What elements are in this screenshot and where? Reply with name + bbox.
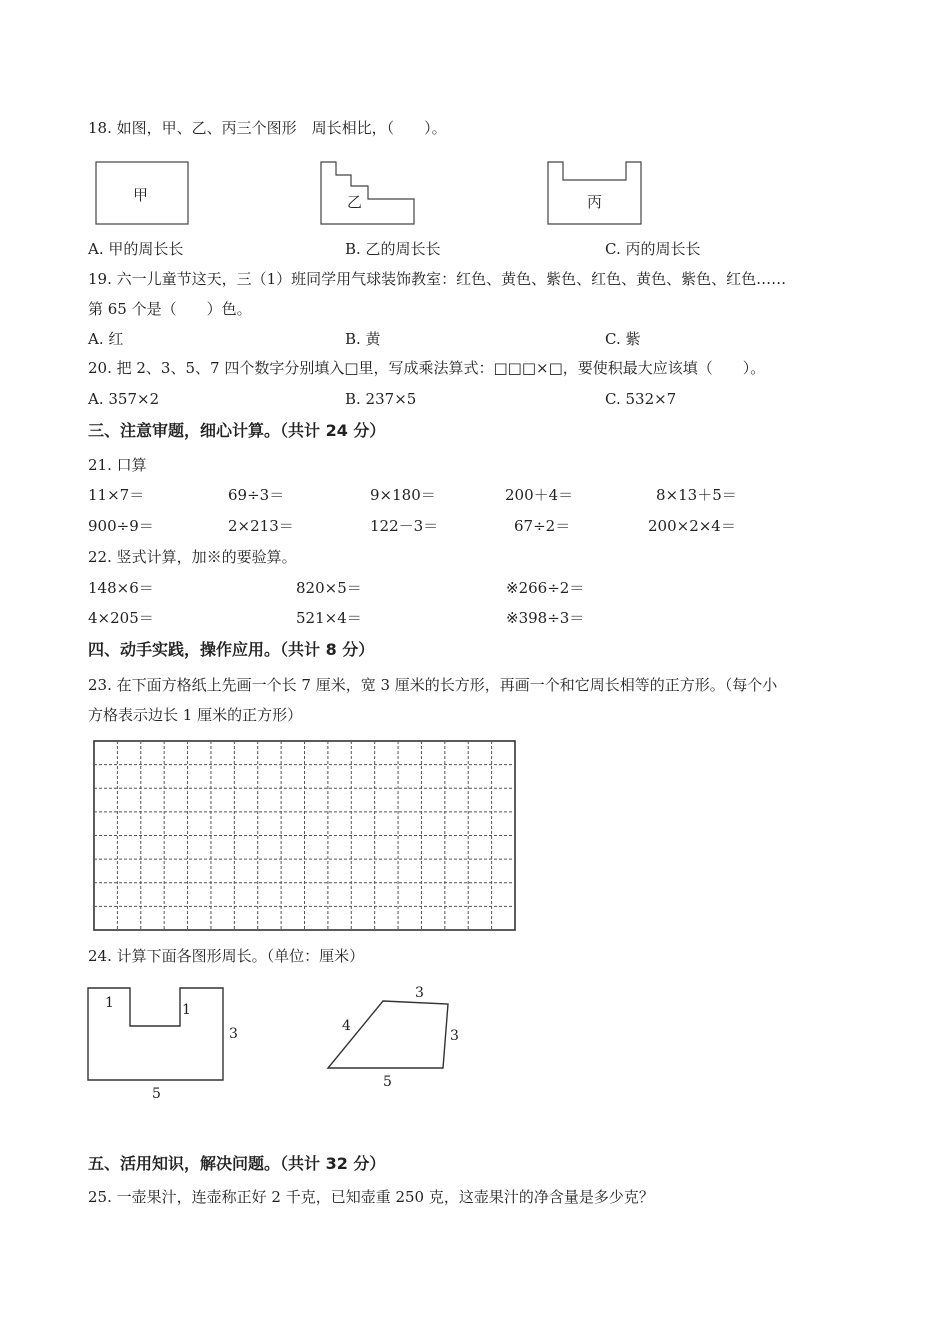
q18-label-bing: 丙 (587, 193, 603, 211)
q24-shape2 (328, 1001, 448, 1068)
q21-r2c4: 67÷2＝ (514, 517, 571, 535)
q18-stem: 18. 如图，甲、乙、丙三个图形 周长相比，（ ）。 (88, 119, 447, 137)
q22-r1c3: ※266÷2＝ (506, 579, 585, 597)
section4-title: 四、动手实践，操作应用。（共计 8 分） (88, 640, 375, 659)
q24-shape1-label-bottom: 5 (152, 1086, 161, 1102)
q24-shape1-label-notch: 1 (182, 1002, 191, 1018)
q18-label-jia: 甲 (133, 186, 149, 204)
q24-shape2-label-right: 3 (450, 1028, 459, 1044)
q18-option-a: A. 甲的周长长 (88, 240, 184, 258)
q21-r2c1: 900÷9＝ (88, 517, 154, 535)
q21-stem: 21. 口算 (88, 456, 147, 474)
q25-stem: 25. 一壶果汁，连壶称正好 2 千克，已知壶重 250 克，这壶果汁的净含量是多少克？ (88, 1188, 654, 1206)
q18-label-yi: 乙 (347, 193, 363, 211)
q21-r2c2: 2×213＝ (228, 517, 294, 535)
q24-shape2-label-bottom: 5 (383, 1074, 392, 1090)
q24-shape2-label-top: 3 (415, 985, 424, 1001)
q22-r2c3: ※398÷3＝ (506, 609, 585, 627)
q18-option-b: B. 乙的周长长 (345, 240, 441, 258)
q24-stem: 24. 计算下面各图形周长。（单位：厘米） (88, 947, 365, 965)
section3-title: 三、注意审题，细心计算。（共计 24 分） (88, 421, 386, 440)
q23-stem-line2: 方格表示边长 1 厘米的正方形） (88, 706, 303, 724)
q23-stem-line1: 23. 在下面方格纸上先画一个长 7 厘米，宽 3 厘米的长方形，再画一个和它周长相等的正方形。（每个小 (88, 676, 778, 694)
q19-option-c: C. 紫 (605, 330, 641, 348)
q20-option-a: A. 357×2 (88, 390, 160, 408)
q19-stem-line1: 19. 六一儿童节这天，三（1）班同学用气球装饰教室：红色、黄色、紫色、红色、黄色、紫色、红色…… (88, 270, 787, 288)
q21-r1c5: 8×13＋5＝ (656, 486, 737, 504)
q22-r2c2: 521×4＝ (296, 609, 362, 627)
q24-shape1-label-right: 3 (229, 1026, 238, 1042)
q21-r2c5: 200×2×4＝ (648, 517, 736, 535)
q19-stem-line2: 第 65 个是（ ）色。 (88, 300, 252, 318)
q21-r2c3: 122－3＝ (370, 517, 439, 535)
q19-option-a: A. 红 (88, 330, 124, 348)
q20-stem: 20. 把 2、3、5、7 四个数字分别填入□里，写成乘法算式：□□□×□，要使积最大应该填（ ）。 (88, 359, 766, 377)
q20-option-b: B. 237×5 (345, 390, 417, 408)
section5-title: 五、活用知识，解决问题。（共计 32 分） (88, 1154, 386, 1173)
q22-r1c1: 148×6＝ (88, 579, 154, 597)
q24-shape2-label-left: 4 (342, 1018, 351, 1034)
q22-r2c1: 4×205＝ (88, 609, 154, 627)
q19-option-b: B. 黄 (345, 330, 381, 348)
q22-r1c2: 820×5＝ (296, 579, 362, 597)
q21-r1c1: 11×7＝ (88, 486, 145, 504)
q21-r1c3: 9×180＝ (370, 486, 436, 504)
q20-option-c: C. 532×7 (605, 390, 677, 408)
q21-r1c2: 69÷3＝ (228, 486, 285, 504)
q21-r1c4: 200＋4＝ (505, 486, 574, 504)
q24-shape1-label-left-top: 1 (105, 995, 114, 1011)
q18-option-c: C. 丙的周长长 (605, 240, 701, 258)
q22-stem: 22. 竖式计算，加※的要验算。 (88, 548, 297, 566)
